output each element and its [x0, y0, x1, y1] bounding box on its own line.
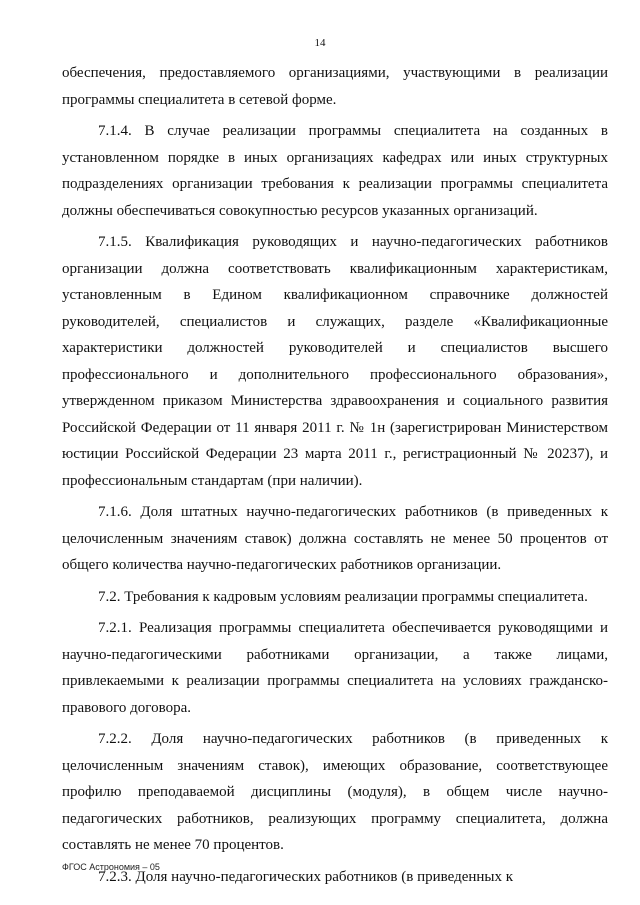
paragraph-7-1-5: 7.1.5. Квалификация руководящих и научно-педагогических работников организации должна соответствовать квалификационным характеристикам, установленным в Едином квалификационном справочнике должностей руководителей, специалистов и служащих, разделе «Квалификационные характеристики должностей руководителей и специалистов высшего профессионального и дополнительного профессионального образования», утвержденном приказом Министерства здравоохранения и социального развития Российской Федерации от 11 января 2011 г. № 1н (зарегистрирован Министерством юстиции Российской Федерации 23 марта 2011 г., регистрационный № 20237), и профессиональным стандартам (при наличии). [62, 234, 608, 489]
paragraph-continuation: обеспечения, предоставляемого организациями, участвующими в реализации программы специалитета в сетевой форме. [62, 65, 608, 108]
paragraph-7-2-2: 7.2.2. Доля научно-педагогических работников (в приведенных к целочисленным значениям ставок), имеющих образование, соответствующее профилю преподаваемой дисциплины (модуля), в общем числе научно-педагогических работников, реализующих программу специалитета, должна составлять не менее 70 процентов. [62, 731, 608, 853]
paragraph-7-2: 7.2. Требования к кадровым условиям реализации программы специалитета. [98, 588, 588, 605]
page-footer: ФГОС Астрономия – 05 [62, 862, 160, 872]
paragraph-7-1-4: 7.1.4. В случае реализации программы специалитета на созданных в установленном порядке в иных организациях кафедрах или иных структурных подразделениях организации требования к реализации программы специалитета должны обеспечиваться совокупностью ресурсов указанных организаций. [62, 123, 608, 219]
paragraph-7-2-3: 7.2.3. Доля научно-педагогических работников (в приведенных к [98, 868, 514, 885]
paragraph-7-2-1: 7.2.1. Реализация программы специалитета обеспечивается руководящими и научно-педагогическими работниками организации, а также лицами, привлекаемыми к реализации программы специалитета на условиях гражданско-правового договора. [62, 620, 608, 716]
document-body [62, 60, 608, 890]
paragraph-7-1-6: 7.1.6. Доля штатных научно-педагогических работников (в приведенных к целочисленным значениям ставок) должна составлять не менее 50 процентов от общего количества научно-педагогических работников организации. [62, 504, 608, 573]
page-number: 14 [314, 37, 326, 49]
